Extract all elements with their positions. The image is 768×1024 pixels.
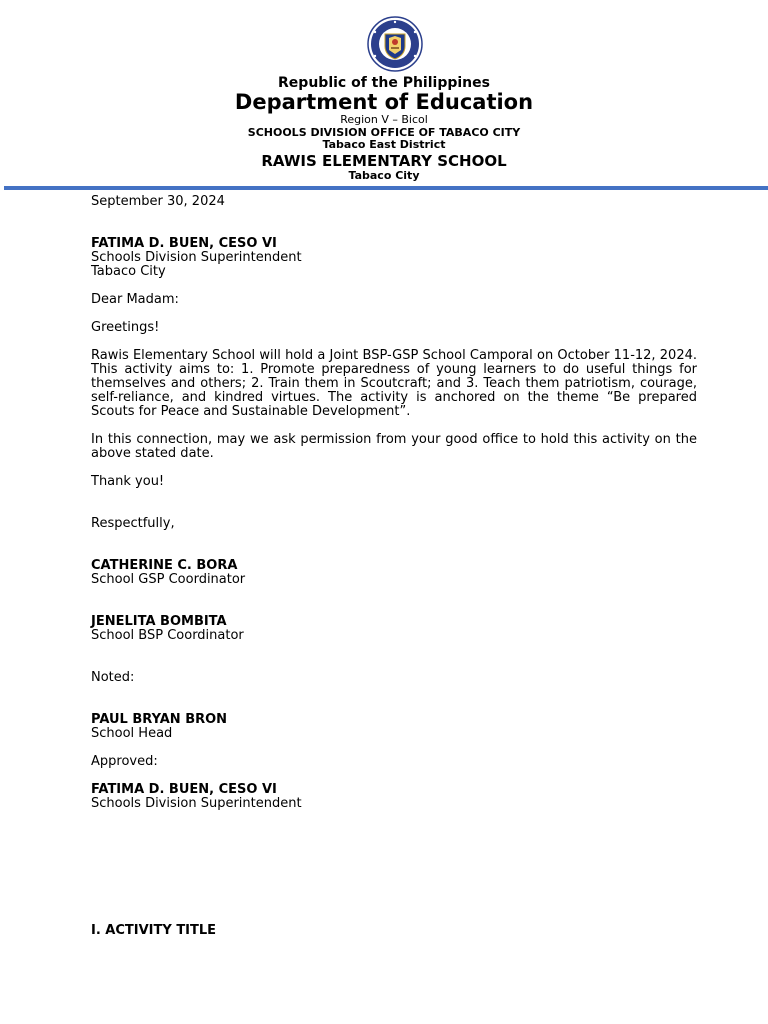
department-title: Department of Education: [234, 90, 534, 114]
signatory-title: School GSP Coordinator: [91, 572, 246, 587]
division-line: SCHOOLS DIVISION OFFICE OF TABACO CITY: [247, 126, 521, 139]
school-name: RAWIS ELEMENTARY SCHOOL: [261, 152, 507, 170]
recipient-title: Schools Division Superintendent: [91, 250, 302, 265]
greeting: Greetings!: [91, 320, 160, 335]
thanks-line: Thank you!: [91, 474, 165, 489]
approved-name: FATIMA D. BUEN, CESO VI: [91, 782, 277, 797]
header-divider: [4, 186, 768, 190]
body-paragraph-2: In this connection, may we ask permission from your good office to hold this activity on the above stated date.: [91, 432, 697, 461]
school-city: Tabaco City: [348, 169, 420, 182]
approved-label: Approved:: [91, 754, 158, 769]
salutation: Dear Madam:: [91, 292, 179, 307]
signatory-title: School BSP Coordinator: [91, 628, 244, 643]
closing-line: Respectfully,: [91, 516, 175, 531]
signatory-name: JENELITA BOMBITA: [91, 614, 227, 629]
approved-title: Schools Division Superintendent: [91, 796, 302, 811]
section-heading: I. ACTIVITY TITLE: [91, 923, 217, 938]
recipient-place: Tabaco City: [91, 264, 166, 279]
noted-label: Noted:: [91, 670, 135, 685]
recipient-name: FATIMA D. BUEN, CESO VI: [91, 236, 277, 251]
body-paragraph-1: Rawis Elementary School will hold a Joint BSP-GSP School Camporal on October 11-12, 2024. This activity aims to: 1. Promote preparedness of young learners to do useful things for themselves and others; 2. Train them in Scoutcraft; and 3. Teach them patriotism, courage, self-reliance, and kindred virtues. The activity is anchored on the theme “Be prepared Scouts for Peace and Sustainable Development”.: [91, 348, 697, 419]
noted-title: School Head: [91, 726, 173, 741]
district-line: Tabaco East District: [322, 138, 446, 151]
republic-line: Republic of the Philippines: [278, 75, 490, 91]
noted-name: PAUL BRYAN BRON: [91, 712, 228, 727]
letter-date: September 30, 2024: [91, 194, 225, 209]
region-line: Region V – Bicol: [340, 113, 428, 126]
signatory-name: CATHERINE C. BORA: [91, 558, 238, 573]
deped-seal-logo: [361, 16, 429, 72]
